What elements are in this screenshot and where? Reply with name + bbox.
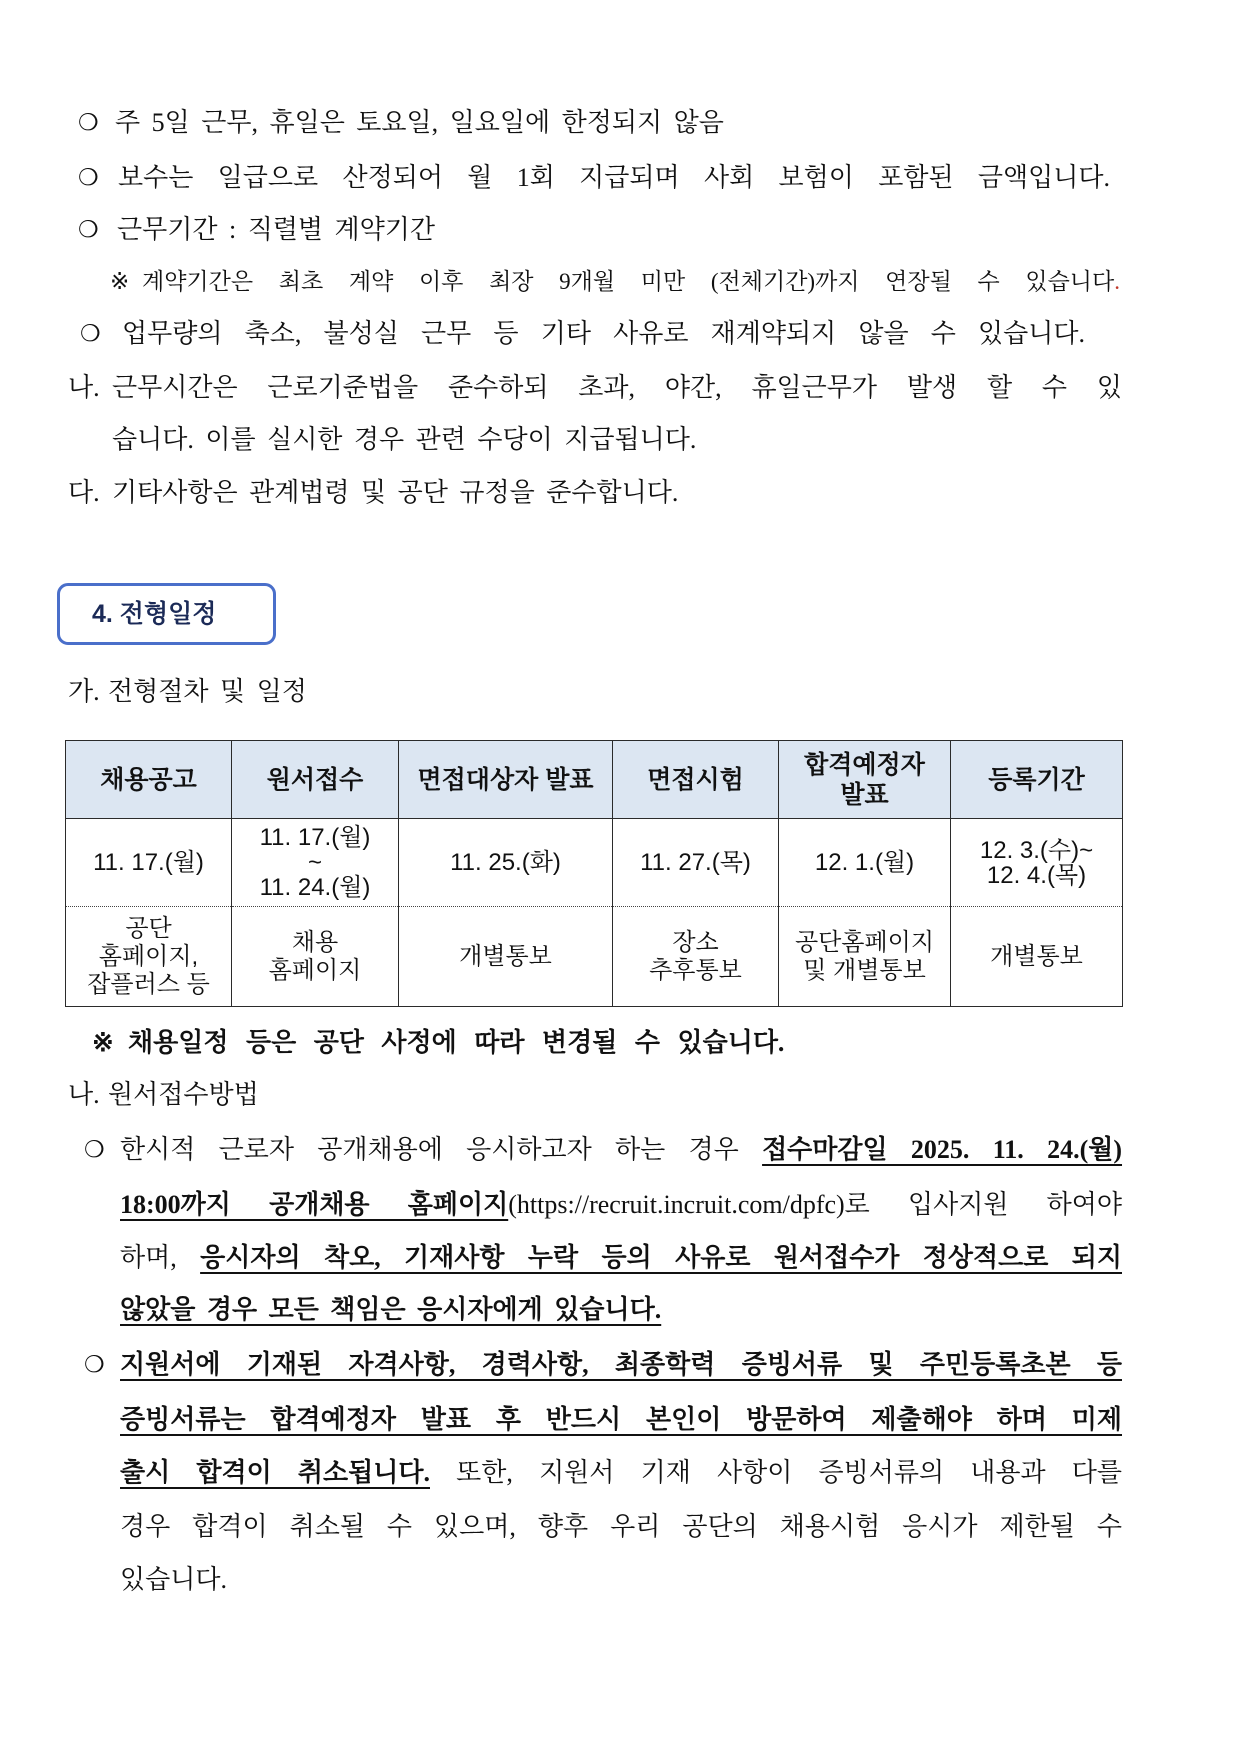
- date-cell: 11. 27.(목): [613, 819, 779, 907]
- deadline-emphasis: 접수마감일 2025. 11. 24.(월): [762, 1135, 1123, 1164]
- date-cell: 11. 17.(월) ~ 11. 24.(월): [232, 819, 399, 907]
- item-marker-na: 나.: [68, 1080, 100, 1109]
- table-row-channels: [66, 907, 1123, 1007]
- application-line: [120, 1185, 1122, 1225]
- text-segment: 한시적 근로자 공개채용에 응시하고자 하는 경우: [120, 1135, 763, 1164]
- responsibility-emphasis: 않았을 경우 모든 책임은 응시자에게 있습니다.: [120, 1295, 662, 1324]
- application-line: [120, 1130, 1122, 1170]
- documents-line: [120, 1560, 227, 1600]
- bullet-circle-icon: ❍: [78, 165, 99, 191]
- header-interviewee-announcement: 면접대상자 발표: [399, 741, 613, 819]
- reference-mark-icon: ※: [92, 1028, 114, 1057]
- bullet-circle-icon: ❍: [80, 321, 101, 347]
- contract-note-text: 계약기간은 최초 계약 이후 최장 9개월 미만 (전체기간)까지 연장될 수 있습니다: [142, 269, 1115, 294]
- documents-emphasis: 지원서에 기재된 자격사항, 경력사항, 최종학력 증빙서류 및 주민등록초본 등: [120, 1350, 1122, 1379]
- channel-cell: 채용 홈페이지: [232, 907, 399, 1007]
- schedule-subheading: 전형절차 및 일정: [108, 677, 307, 706]
- text-segment: 또한, 지원서 기재 사항이 증빙서류의 내용과 다를: [430, 1458, 1122, 1487]
- contract-note-end-mark: .: [1114, 269, 1120, 294]
- work-period-bullet-text: 근무기간 : 직렬별 계약기간: [117, 215, 435, 244]
- date-cell: 11. 25.(화): [399, 819, 613, 907]
- reference-mark-icon: ※: [110, 269, 130, 294]
- section-heading: 4. 전형일정: [92, 600, 217, 628]
- deadline-time-emphasis: 18:00까지 공개채용 홈페이지: [120, 1190, 509, 1219]
- header-registration: 등록기간: [951, 741, 1123, 819]
- table-row-dates: [66, 819, 1123, 907]
- item-marker-na: 나.: [68, 373, 100, 402]
- bullet-circle-icon: ❍: [84, 1352, 105, 1378]
- text-segment: 하며,: [120, 1243, 201, 1272]
- bullet-circle-icon: ❍: [78, 217, 99, 243]
- section-heading-box: [57, 583, 276, 645]
- application-line: [120, 1290, 661, 1330]
- bullet-circle-icon: ❍: [84, 1137, 105, 1163]
- channel-cell: 공단홈페이지 및 개별통보: [779, 907, 951, 1007]
- text-segment: 경우 합격이 취소될 수 있으며, 향후 우리 공단의 채용시험 응시가 제한될 수: [120, 1512, 1122, 1541]
- documents-emphasis: 증빙서류는 합격예정자 발표 후 반드시 본인이 방문하여 제출해야 하며 미제: [120, 1405, 1122, 1434]
- item-marker-da: 다.: [68, 478, 100, 507]
- regulations-text: 기타사항은 관계법령 및 공단 규정을 준수합니다.: [112, 478, 679, 507]
- responsibility-emphasis: 응시자의 착오, 기재사항 누락 등의 사유로 원서접수가 정상적으로 되지: [200, 1243, 1122, 1272]
- channel-cell: 장소 추후통보: [613, 907, 779, 1007]
- application-method-heading: 원서접수방법: [108, 1080, 259, 1109]
- workdays-bullet-text: 주 5일 근무, 휴일은 토요일, 일요일에 한정되지 않음: [115, 108, 724, 137]
- item-marker-ga: 가.: [68, 677, 100, 706]
- channel-cell: 개별통보: [399, 907, 613, 1007]
- date-cell: 11. 17.(월): [66, 819, 232, 907]
- table-header-row: [66, 741, 1123, 819]
- channel-cell: 개별통보: [951, 907, 1123, 1007]
- bullet-circle-icon: ❍: [78, 110, 99, 136]
- documents-line: [120, 1453, 1122, 1493]
- documents-line: [120, 1400, 1122, 1440]
- documents-emphasis: 출시 합격이 취소됩니다.: [120, 1458, 430, 1487]
- date-cell: 12. 1.(월): [779, 819, 951, 907]
- working-hours-line-2: 습니다. 이를 실시한 경우 관련 수당이 지급됩니다.: [112, 425, 697, 454]
- contract-note: [142, 262, 1120, 302]
- schedule-table: [65, 740, 1123, 1007]
- text-segment: 있습니다.: [120, 1565, 227, 1594]
- header-pass-announcement: 합격예정자 발표: [779, 741, 951, 819]
- application-line: [120, 1238, 1122, 1278]
- working-hours-line-1: 근무시간은 근로기준법을 준수하되 초과, 야간, 휴일근무가 발생 할 수 있: [112, 373, 1122, 402]
- channel-cell: 공단 홈페이지, 잡플러스 등: [66, 907, 232, 1007]
- renewal-bullet-text: 업무량의 축소, 불성실 근무 등 기타 사유로 재계약되지 않을 수 있습니다.: [122, 319, 1085, 348]
- schedule-change-notice: 채용일정 등은 공단 사정에 따라 변경될 수 있습니다.: [128, 1028, 785, 1057]
- header-interview: 면접시험: [613, 741, 779, 819]
- date-cell: 12. 3.(수)~ 12. 4.(목): [951, 819, 1123, 907]
- documents-line: [120, 1345, 1122, 1385]
- recruit-url-text: (https://recruit.incruit.com/dpfc)로 입사지원 하여야: [508, 1190, 1122, 1219]
- documents-line: [120, 1507, 1122, 1547]
- header-job-posting: 채용공고: [66, 741, 232, 819]
- header-application: 원서접수: [232, 741, 399, 819]
- pay-bullet-text: 보수는 일급으로 산정되어 월 1회 지급되며 사회 보험이 포함된 금액입니다.: [118, 163, 1110, 192]
